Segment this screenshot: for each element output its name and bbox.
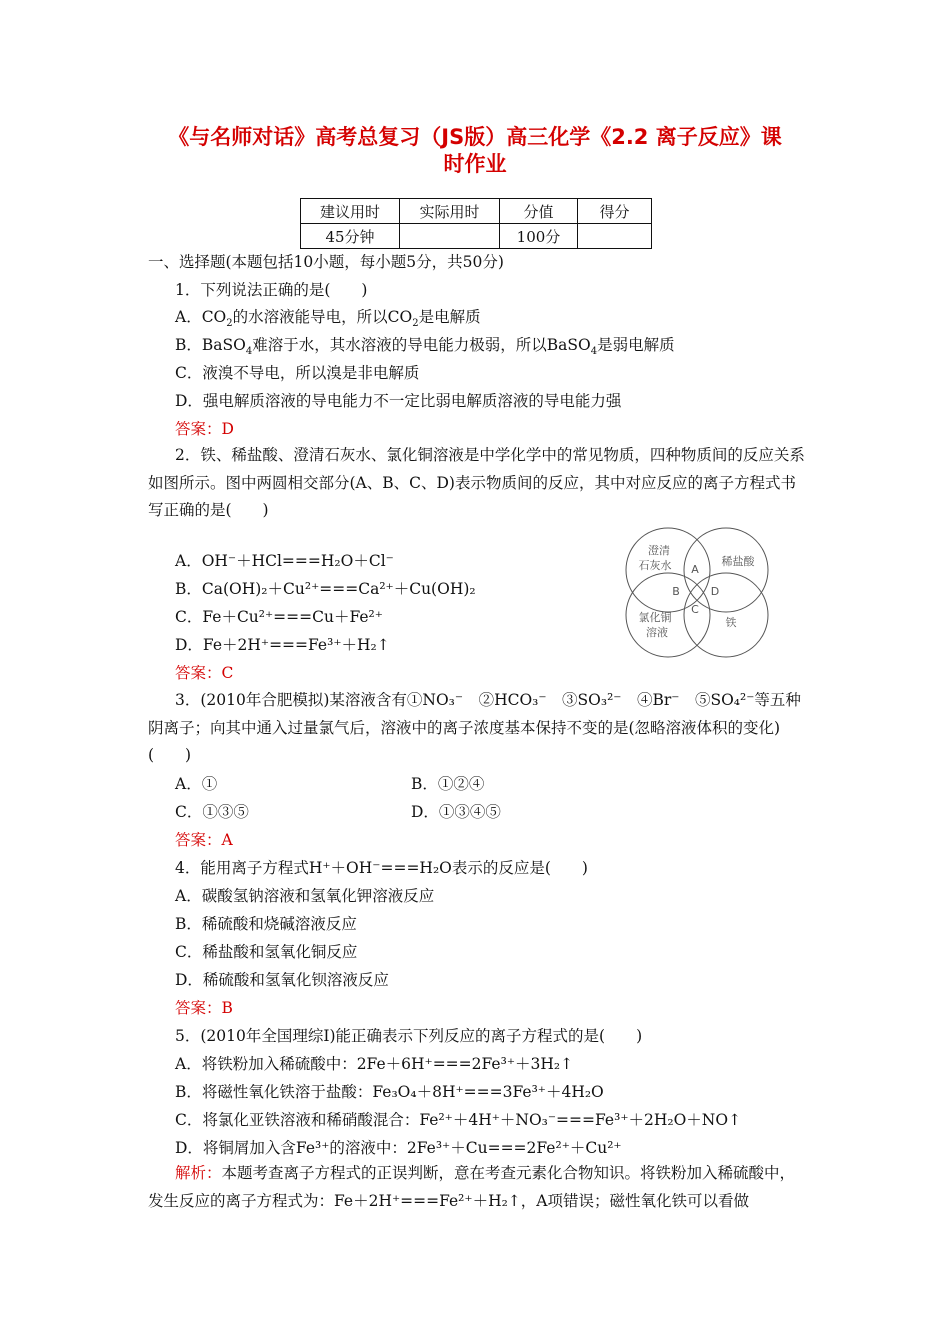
table-header-cell: 得分 <box>578 199 652 224</box>
q3-option-b: B．①②④ <box>411 775 485 793</box>
q5-option-c: C．将氯化亚铁溶液和稀硝酸混合：Fe²⁺＋4H⁺＋NO₃⁻===Fe³⁺＋2H₂O＋NO↑ <box>175 1111 742 1129</box>
q4-option-d: D．稀硫酸和氢氧化钡溶液反应 <box>175 971 389 989</box>
q4-option-a: A．碳酸氢钠溶液和氢氧化钾溶液反应 <box>175 887 435 905</box>
title-line-1: 《与名师对话》高考总复习（JS版）高三化学《2.2 离子反应》课 <box>168 125 782 149</box>
q2-option-d: D．Fe＋2H⁺===Fe³⁺＋H₂↑ <box>175 636 390 654</box>
venn-region-a: A <box>691 563 699 576</box>
q5-option-a: A．将铁粉加入稀硫酸中：2Fe＋6H⁺===2Fe³⁺＋3H₂↑ <box>175 1055 574 1073</box>
q3-option-c: C．①③⑤ <box>175 803 249 821</box>
q2-stem: 2．铁、稀盐酸、澄清石灰水、氯化铜溶液是中学化学中的常见物质，四种物质间的反应关系如图所示。图中两圆相交部分(A、B、C、D)表示物质间的反应，其中对应反应的离子方程式书写正确的是( ) <box>148 446 805 519</box>
analysis-label: 解析： <box>175 1164 222 1182</box>
venn-label-iron: 铁 <box>725 616 737 629</box>
q5-option-b: B．将磁性氧化铁溶于盐酸：Fe₃O₄＋8H⁺===3Fe³⁺＋4H₂O <box>175 1083 604 1101</box>
venn-label-cucl2-1: 氯化铜 <box>638 611 672 624</box>
table-cell: 100分 <box>500 224 578 249</box>
q3-stem: 3．(2010年合肥模拟)某溶液含有①NO₃⁻ ②HCO₃⁻ ③SO₃²⁻ ④Br⁻ ⑤SO₄²⁻等五种阴离子；向其中通入过量氯气后，溶液中的离子浓度基本保持不变的是(忽略溶液体积的变化)( ) <box>148 691 801 764</box>
venn-region-c: C <box>691 603 699 616</box>
venn-diagram <box>623 525 773 660</box>
table-header-cell: 分值 <box>500 199 578 224</box>
section-heading: 一、选择题(本题包括10小题，每小题5分，共50分) <box>148 253 504 271</box>
q4-option-c: C．稀盐酸和氢氧化铜反应 <box>175 943 358 961</box>
q2-option-a: A．OH⁻＋HCl===H₂O＋Cl⁻ <box>175 552 394 570</box>
q1-stem: 1．下列说法正确的是( ) <box>175 281 368 299</box>
q1-option-c: C．液溴不导电，所以溴是非电解质 <box>175 364 420 382</box>
analysis-text: 本题考查离子方程式的正误判断，意在考查元素化合物知识。将铁粉加入稀硫酸中，发生反应的离子方程式为：Fe＋2H⁺===Fe²⁺＋H₂↑，A项错误；磁性氧化铁可以看做 <box>148 1164 796 1210</box>
table-header-cell: 建议用时 <box>301 199 400 224</box>
venn-label-limewater-2: 石灰水 <box>638 559 672 572</box>
q2-option-b: B．Ca(OH)₂＋Cu²⁺===Ca²⁺＋Cu(OH)₂ <box>175 580 476 598</box>
q4-option-b: B．稀硫酸和烧碱溶液反应 <box>175 915 357 933</box>
q1-option-d: D．强电解质溶液的导电能力不一定比弱电解质溶液的导电能力强 <box>175 392 622 410</box>
table-cell <box>400 224 500 249</box>
table-cell <box>578 224 652 249</box>
venn-label-hcl: 稀盐酸 <box>721 555 755 568</box>
q4-stem: 4．能用离子方程式H⁺＋OH⁻===H₂O表示的反应是( ) <box>175 859 588 877</box>
venn-label-limewater-1: 澄清 <box>648 544 670 557</box>
title-line-2: 时作业 <box>443 152 507 176</box>
q3-option-a: A．① <box>175 775 218 793</box>
table-header-cell: 实际用时 <box>400 199 500 224</box>
table-header-row <box>301 199 652 224</box>
venn-label-cucl2-2: 溶液 <box>646 626 668 639</box>
venn-region-b: B <box>672 585 680 598</box>
q2-answer: 答案：C <box>175 664 234 682</box>
q5-analysis <box>148 1160 808 1215</box>
q1-answer: 答案：D <box>175 420 234 438</box>
q1-option-b: B．BaSO$_4$难溶于水，其水溶液的导电能力极弱，所以BaSO$_4$是弱电解质 <box>175 336 675 358</box>
q4-answer: 答案：B <box>175 999 233 1017</box>
table-row <box>301 224 652 249</box>
q3-answer: 答案：A <box>175 831 233 849</box>
time-score-table <box>300 198 652 249</box>
q2-option-c: C．Fe＋Cu²⁺===Cu＋Fe²⁺ <box>175 608 383 626</box>
q1-option-a: A．$CO_2$的水溶液能导电，所以$CO_2$是电解质 <box>175 308 481 330</box>
document-title <box>120 124 830 178</box>
venn-region-d: D <box>710 585 720 598</box>
q5-option-d: D．将铜屑加入含Fe³⁺的溶液中：2Fe³⁺＋Cu===2Fe²⁺＋Cu²⁺ <box>175 1139 622 1157</box>
q5-stem: 5．(2010年全国理综Ⅰ)能正确表示下列反应的离子方程式的是( ) <box>175 1027 643 1045</box>
q3-option-d: D．①③④⑤ <box>411 803 501 821</box>
table-cell: 45分钟 <box>301 224 400 249</box>
